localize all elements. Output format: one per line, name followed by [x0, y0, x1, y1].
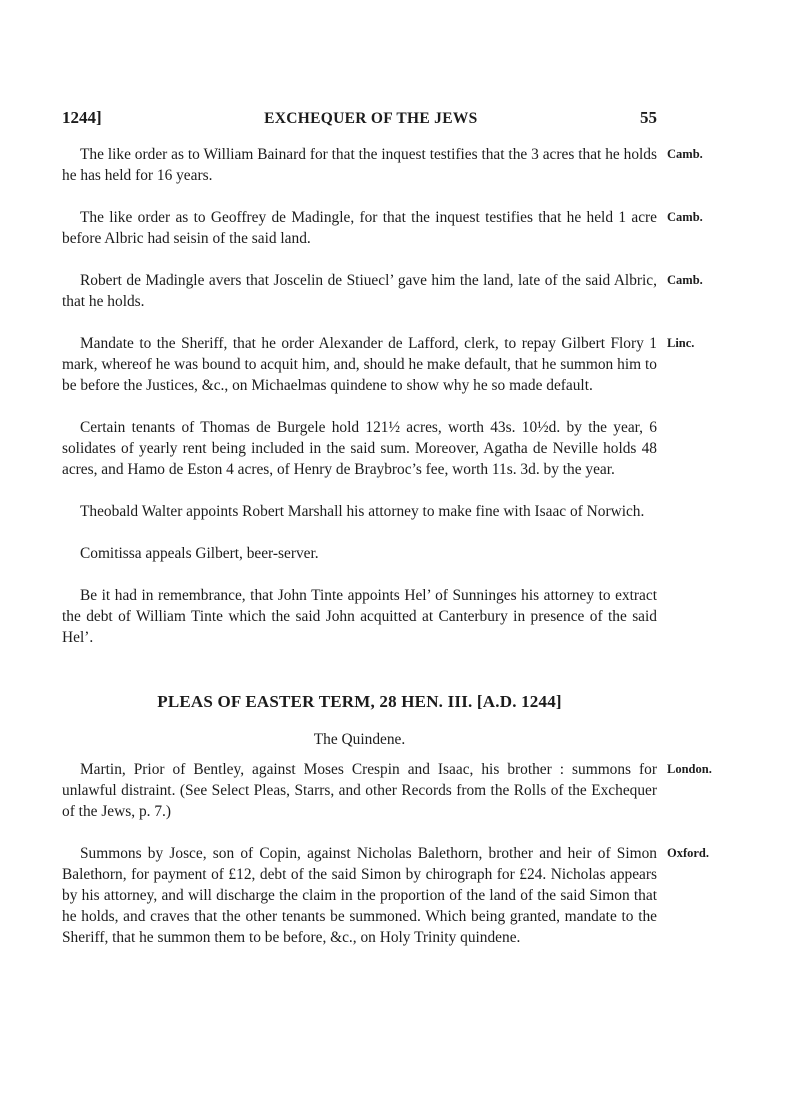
entry-3 — [62, 270, 703, 312]
entry-6 — [62, 501, 657, 522]
entry-text: Mandate to the Sheriff, that he order Alexander de Lafford, clerk, to repay Gilbert Flory 1 mark, whereof he was bound to acquit him, and, should he make default, that he summon him to be before the Justices, &c., on Michaelmas quindene to show why he so made default. — [62, 335, 657, 394]
margin-county: Camb. — [667, 147, 703, 161]
entry-text: The like order as to Geoffrey de Madingle, for that the inquest testifies that he held 1 acre before Albric had seisin of the said land. — [62, 209, 657, 247]
section-subheading: The Quindene. — [313, 731, 406, 748]
section-entry-2 — [62, 843, 710, 948]
margin-county: Camb. — [667, 210, 703, 224]
entry-text: Robert de Madingle avers that Joscelin de Stiuecl’ gave him the land, late of the said Albric, that he holds. — [62, 272, 657, 310]
page-content — [62, 144, 712, 948]
entry-text: Certain tenants of Thomas de Burgele hold 121½ acres, worth 43s. 10½d. by the year, 6 solidates of yearly rent being included in the said sum. Moreover, Agatha de Neville holds 48 acres, and Hamo de Eston 4 acres, of Henry de Braybroc’s fee, worth 11s. 3d. by the year. — [62, 419, 657, 478]
page-number: 55 — [640, 108, 657, 127]
margin-county: Camb. — [667, 273, 703, 287]
running-header — [62, 108, 657, 130]
entry-4 — [62, 333, 695, 396]
entry-text: Martin, Prior of Bentley, against Moses Crespin and Isaac, his brother : summons for unlawful distraint. (See Select Pleas, Starrs, and other Records from the Rolls of the Exchequer of the Jews, p. 7.) — [62, 761, 657, 820]
section-heading: PLEAS OF EASTER TERM, 28 HEN. III. [A.D. 1244] — [157, 692, 562, 711]
entry-8 — [62, 585, 657, 648]
entry-text: Be it had in remembrance, that John Tinte appoints Hel’ of Sunninges his attorney to extract the debt of William Tinte which the said John acquitted at Canterbury in presence of the said Hel’. — [62, 587, 657, 646]
margin-county: Oxford. — [667, 846, 710, 860]
margin-county: London. — [667, 762, 712, 776]
header-year: 1244] — [62, 108, 102, 127]
margin-county: Linc. — [667, 336, 695, 350]
entry-text: Comitissa appeals Gilbert, beer-server. — [80, 545, 319, 562]
entry-text: The like order as to William Bainard for that the inquest testifies that the 3 acres that he holds he has held for 16 years. — [62, 146, 657, 184]
header-title: EXCHEQUER OF THE JEWS — [264, 110, 478, 127]
entry-text: Summons by Josce, son of Copin, against Nicholas Balethorn, brother and heir of Simon Balethorn, for payment of £12, debt of the said Simon by chirograph for £24. Nicholas appears by his attorney, and will discharge the claim in the proportion of the land of the said Simon that he holds, and craves that the other tenants be summoned. Which being granted, mandate to the Sheriff, that he summon them to be before, &c., on Holy Trinity quindene. — [62, 845, 657, 946]
entry-7 — [62, 543, 657, 564]
entry-5 — [62, 417, 657, 480]
entry-text: Theobald Walter appoints Robert Marshall his attorney to make fine with Isaac of Norwich. — [80, 503, 645, 520]
entry-2 — [62, 207, 703, 249]
section-entry-1 — [62, 759, 712, 822]
entry-1 — [62, 144, 703, 186]
